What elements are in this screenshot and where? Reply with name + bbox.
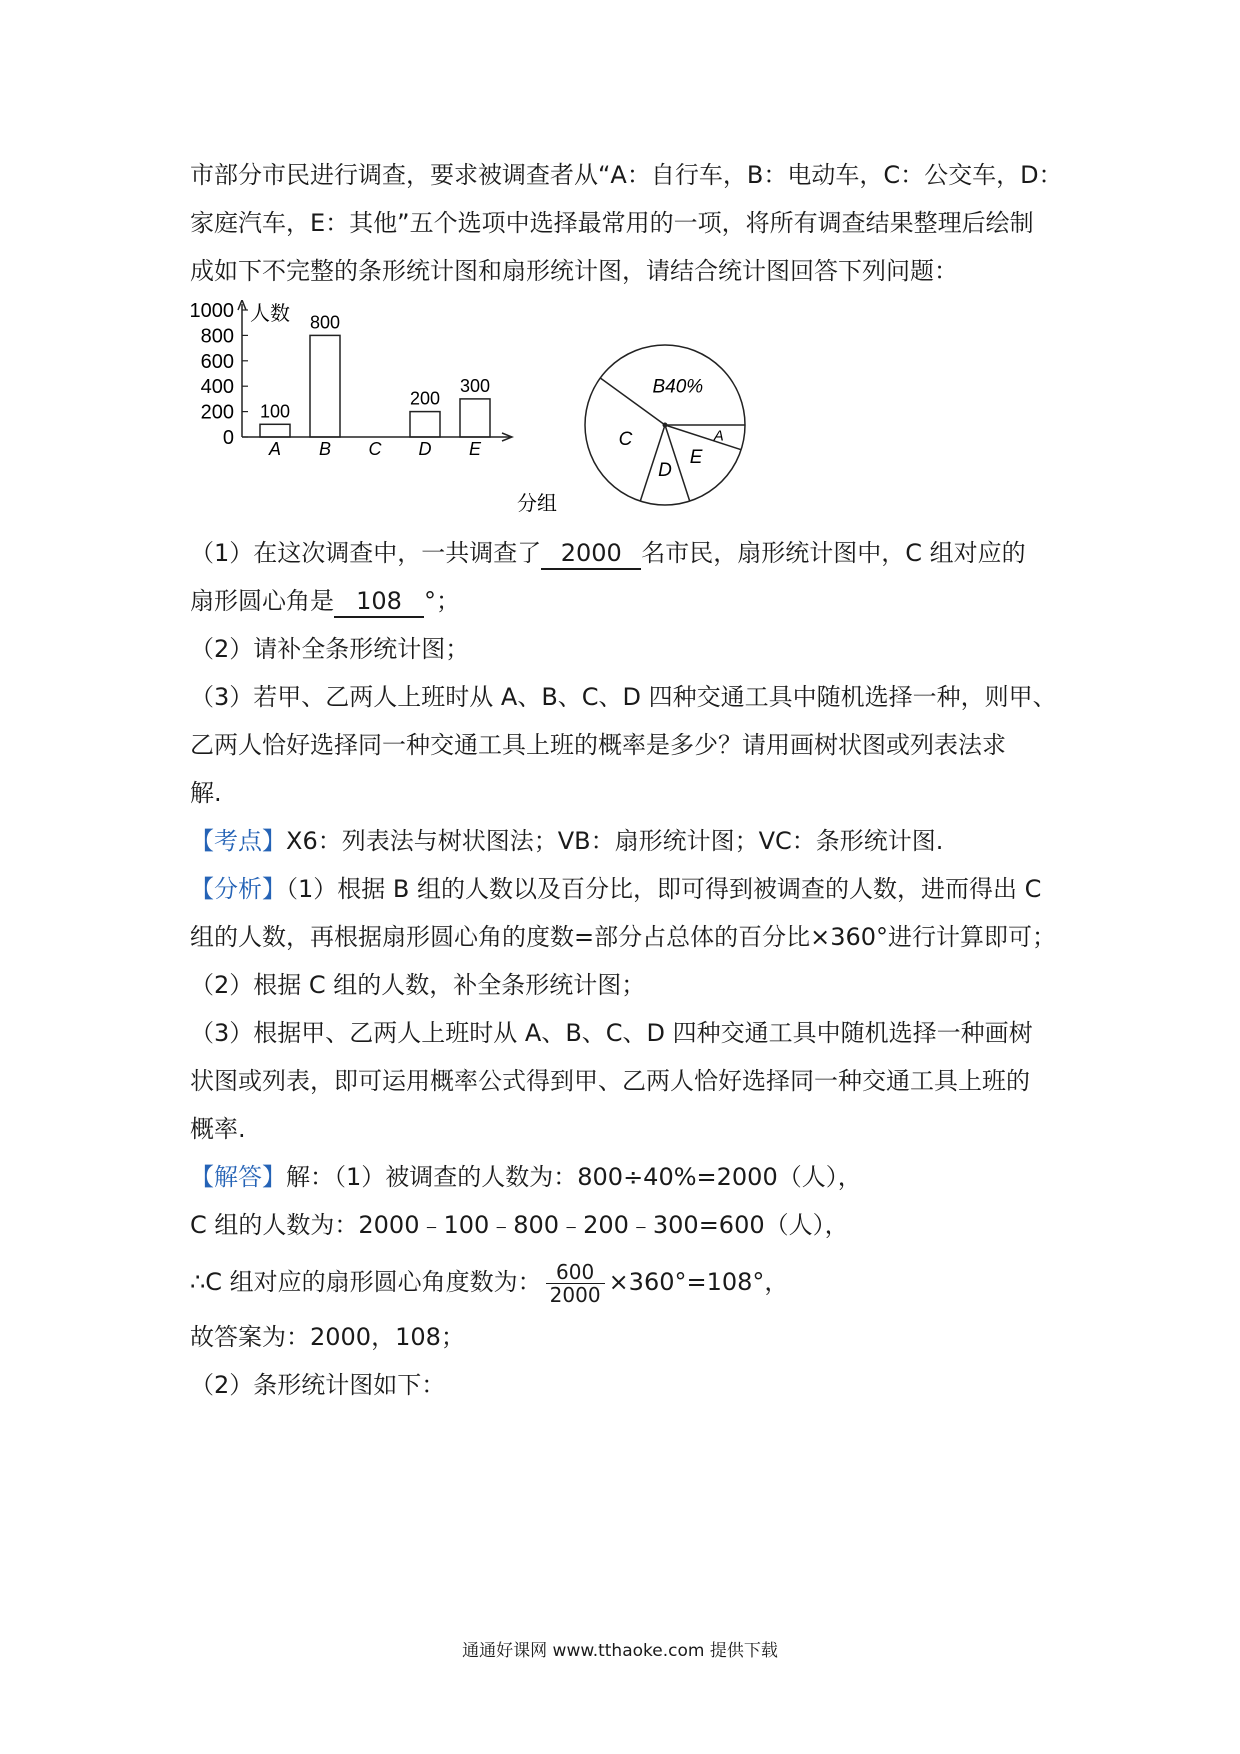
pie-slice-label: D [658, 460, 672, 481]
bar-value-label: 200 [409, 388, 441, 409]
pie-chart-slices [585, 345, 745, 505]
jieda-tag: 【解答】 [190, 1163, 286, 1191]
intro-line-1: 市部分市民进行调查，要求被调查者从“A：自行车，B：电动车，C：公交车，D： [190, 161, 1063, 189]
question-3-line-3: 解. [190, 779, 222, 807]
y-tick-label: 200 [200, 401, 234, 424]
x-tick-label: E [468, 439, 482, 459]
fenxi-line-5: 状图或列表，即可运用概率公式得到甲、乙两人恰好选择同一种交通工具上班的 [190, 1067, 1030, 1095]
jieda-line-5: （2）条形统计图如下： [190, 1371, 446, 1399]
intro-line-3: 成如下不完整的条形统计图和扇形统计图，请结合统计图回答下列问题： [190, 257, 958, 285]
fenxi-tag: 【分析】 [190, 875, 286, 903]
answer-blank-total: 2000 [541, 538, 641, 570]
fenxi-line-3: （2）根据 C 组的人数，补全条形统计图； [190, 971, 646, 999]
bar-B [310, 335, 340, 437]
pie-chart [575, 335, 755, 515]
x-tick-label: C [368, 439, 382, 459]
jieda-line-4: 故答案为：2000，108； [190, 1323, 465, 1351]
pie-center-dot [663, 423, 668, 428]
fenxi-line-1 [190, 865, 1070, 913]
x-tick-label: A [268, 439, 282, 459]
y-tick-label: 400 [200, 376, 234, 399]
fraction-numerator: 600 [546, 1261, 605, 1284]
jieda-line3-suffix: ×360°=108°， [608, 1268, 789, 1296]
kaodian-line [190, 817, 1070, 865]
kaodian-tag: 【考点】 [190, 827, 286, 855]
question-1-prefix: （1）在这次调查中，一共调查了 [190, 539, 542, 567]
question-1-middle: 名市民，扇形统计图中，C 组对应的 [641, 539, 1026, 567]
bar-D [410, 412, 440, 437]
bar-chart [180, 300, 570, 525]
kaodian-text: X6：列表法与树状图法；VB：扇形统计图；VC：条形统计图. [286, 827, 944, 855]
fenxi-text-1: （1）根据 B 组的人数以及百分比，即可得到被调查的人数，进而得出 C [286, 875, 1042, 903]
jieda-line3-prefix: ∴C 组对应的扇形圆心角度数为： [190, 1268, 542, 1296]
question-3-line-2: 乙两人恰好选择同一种交通工具上班的概率是多少？请用画树状图或列表法求 [190, 731, 1006, 759]
page-footer: 通通好课网 www.tthaoke.com 提供下载 [462, 1641, 778, 1661]
y-tick-label: 600 [200, 350, 234, 373]
pie-slice-label: A [713, 427, 724, 445]
fenxi-line-4: （3）根据甲、乙两人上班时从 A、B、C、D 四种交通工具中随机选择一种画树 [190, 1019, 1033, 1047]
question-1-line2-prefix: 扇形圆心角是 [190, 587, 334, 615]
answer-blank-angle: 108 [334, 586, 424, 618]
x-tick-label: D [418, 439, 432, 459]
bar-chart-ylabel: 人数 [250, 303, 290, 325]
y-tick-label: 0 [222, 427, 234, 449]
fraction [546, 1261, 605, 1306]
bar-chart-axes [190, 300, 513, 449]
question-3-line-1: （3）若甲、乙两人上班时从 A、B、C、D 四种交通工具中随机选择一种，则甲、 [190, 683, 1057, 711]
fenxi-line-2: 组的人数，再根据扇形圆心角的度数=部分占总体的百分比×360°进行计算即可； [190, 923, 1057, 951]
fraction-denominator: 2000 [549, 1282, 601, 1307]
question-2: （2）请补全条形统计图； [190, 635, 470, 663]
fenxi-line-6: 概率. [190, 1115, 246, 1143]
pie-slice-label: B40% [652, 376, 704, 398]
jieda-line-1 [190, 1153, 1070, 1201]
bar-A [260, 424, 290, 437]
y-tick-label: 800 [200, 325, 234, 348]
intro-line-2: 家庭汽车，E：其他”五个选项中选择最常用的一项，将所有调查结果整理后绘制 [190, 209, 1034, 237]
y-tick-label: 1000 [189, 300, 234, 322]
question-1-line-1 [190, 529, 1070, 577]
bar-value-label: 800 [309, 312, 341, 333]
bar-E [460, 399, 490, 437]
pie-slice-label: C [618, 428, 633, 450]
bar-chart-xlabel: 分组 [517, 493, 557, 515]
jieda-text-1: 解：（1）被调查的人数为：800÷40%=2000（人）， [286, 1163, 862, 1191]
jieda-line-2: C 组的人数为：2000﹣100﹣800﹣200﹣300=600（人）， [190, 1211, 849, 1239]
x-tick-label: B [318, 439, 332, 459]
question-1-line-2 [190, 577, 1070, 625]
question-1-line2-suffix: °； [424, 587, 460, 615]
pie-slice-label: E [689, 447, 703, 469]
bar-value-label: 300 [459, 375, 491, 396]
jieda-line-3 [190, 1254, 1070, 1310]
bar-value-label: 100 [259, 401, 291, 422]
